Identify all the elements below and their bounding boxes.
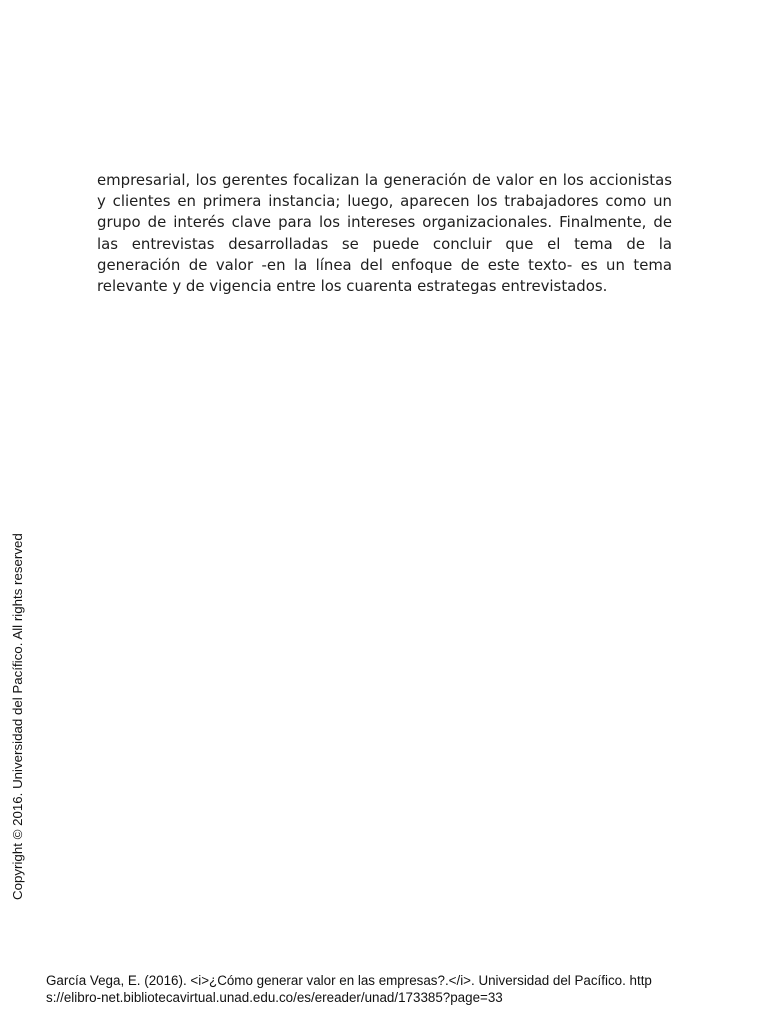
paragraph-line: empresarial, los gerentes focalizan la generación de valor en los accionistas bbox=[97, 171, 672, 189]
citation-line-1: García Vega, E. (2016). <i>¿Cómo generar valor en las empresas?.</i>. Universidad del Pacífico. http bbox=[46, 973, 652, 988]
citation-line-2: s://elibro-net.bibliotecavirtual.unad.edu.co/es/ereader/unad/173385?page=33 bbox=[46, 990, 503, 1005]
body-paragraph bbox=[97, 170, 672, 297]
copyright-notice: Copyright © 2016. Universidad del Pacífico. All rights reserved bbox=[10, 533, 25, 900]
paragraph-line: las entrevistas desarrolladas se puede concluir que el tema de la bbox=[97, 234, 672, 253]
paragraph-line: grupo de interés clave para los intereses organizacionales. Finalmente, de bbox=[97, 213, 672, 232]
paragraph-line: y clientes en primera instancia; luego, aparecen los trabajadores como un bbox=[97, 192, 672, 211]
citation-footer bbox=[46, 972, 750, 1006]
paragraph-line: relevante y de vigencia entre los cuarenta estrategas entrevistados. bbox=[97, 276, 608, 295]
paragraph-line: generación de valor -en la línea del enfoque de este texto- es un tema bbox=[97, 255, 672, 274]
